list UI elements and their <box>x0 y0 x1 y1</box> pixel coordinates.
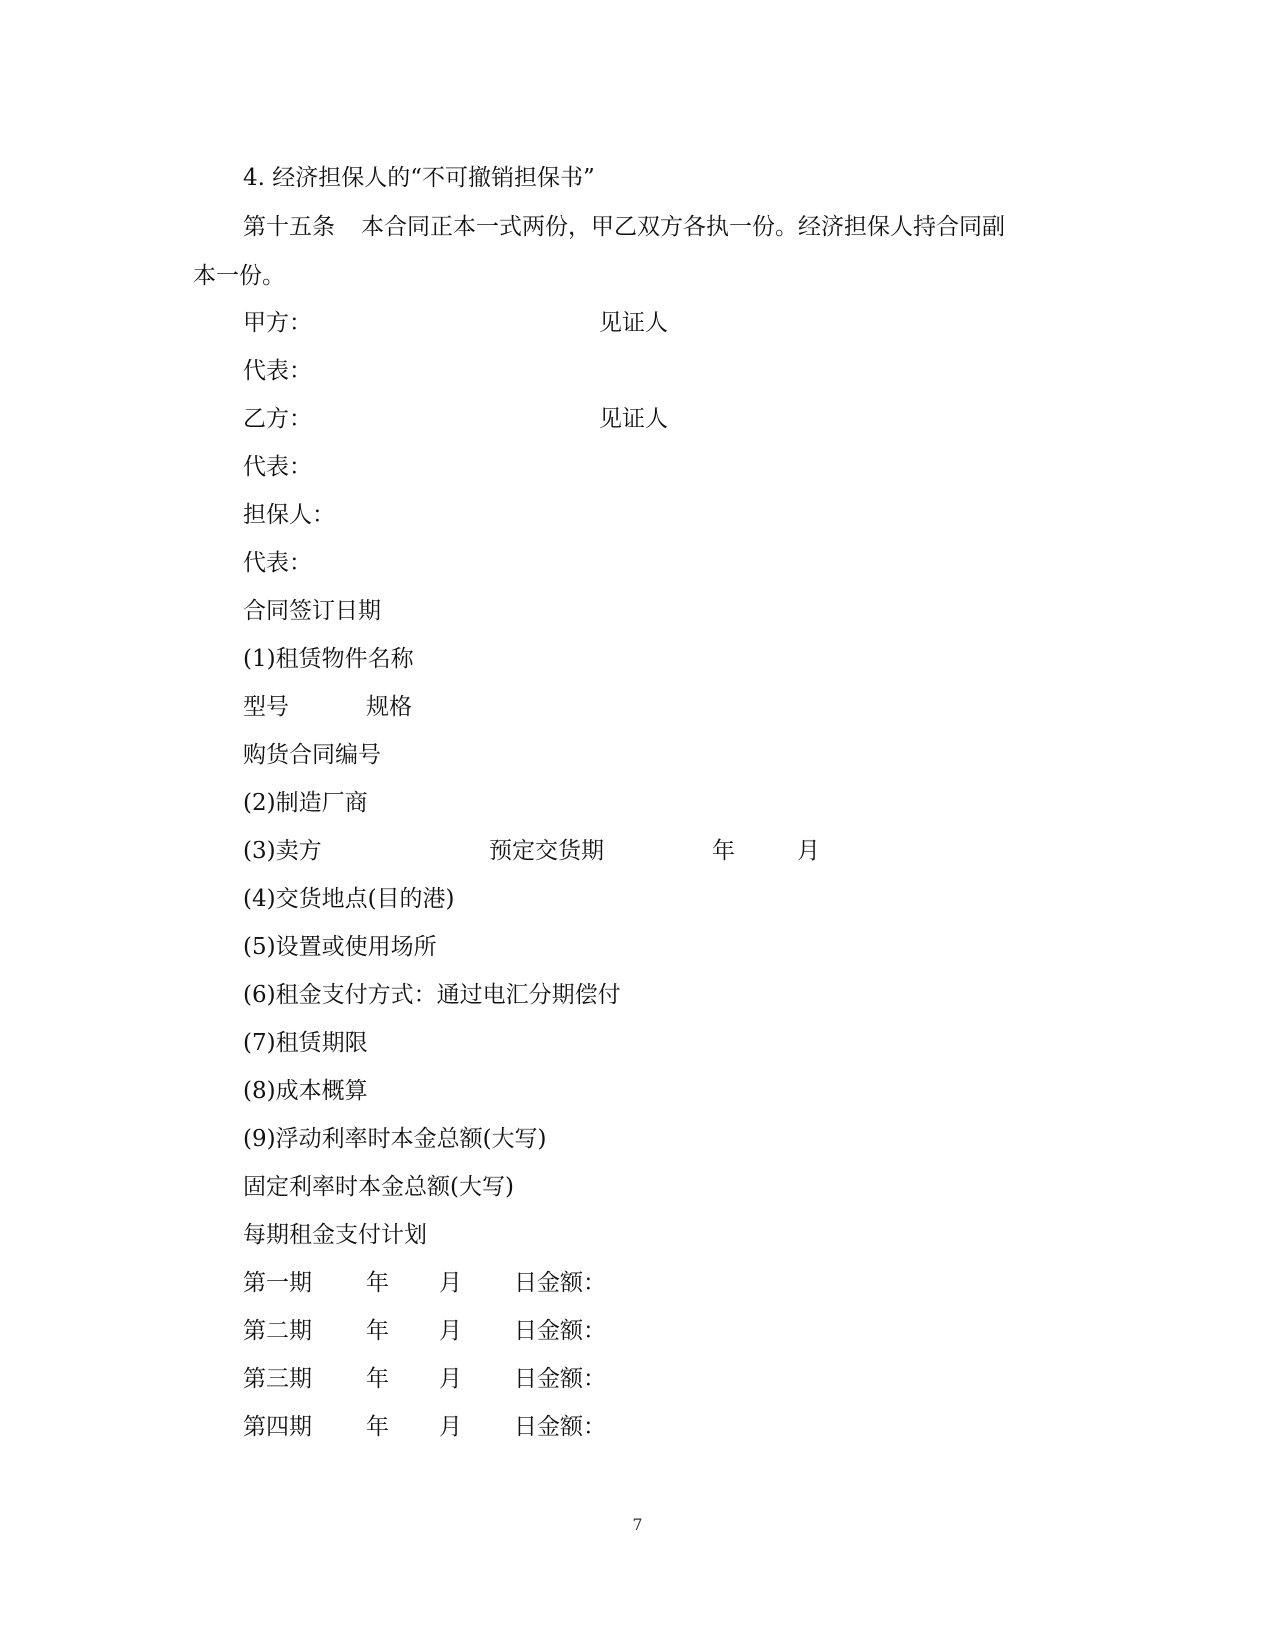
item-1-lease-item-name: (1)租赁物件名称 <box>243 646 414 672</box>
item-5-installation-site: (5)设置或使用场所 <box>243 934 437 960</box>
spec-label: 规格 <box>366 694 412 720</box>
schedule-period: 第四期 <box>243 1414 312 1440</box>
witness-b-label: 见证人 <box>599 406 668 432</box>
schedule-amount: 日金额： <box>514 1366 606 1392</box>
schedule-period: 第三期 <box>243 1366 312 1392</box>
article-15-text: 本合同正本一式两份，甲乙双方各执一份。经济担保人持合同副 <box>361 214 1005 240</box>
item-2-manufacturer: (2)制造厂商 <box>243 790 368 816</box>
item-4-text: 4. 经济担保人的“不可撤销担保书” <box>243 165 595 191</box>
schedule-amount: 日金额： <box>514 1318 606 1344</box>
schedule-period: 第二期 <box>243 1318 312 1344</box>
schedule-year: 年 <box>366 1270 389 1296</box>
rent-payment-plan-label: 每期租金支付计划 <box>243 1222 427 1248</box>
guarantor-representative-label: 代表： <box>243 550 312 576</box>
party-b-label: 乙方： <box>243 406 312 432</box>
party-a-label: 甲方： <box>243 310 312 336</box>
schedule-year: 年 <box>366 1414 389 1440</box>
party-a-representative-label: 代表： <box>243 358 312 384</box>
item-7-lease-term: (7)租赁期限 <box>243 1030 368 1056</box>
schedule-period: 第一期 <box>243 1270 312 1296</box>
page-number: 7 <box>632 1515 643 1534</box>
schedule-year: 年 <box>366 1366 389 1392</box>
item-4-delivery-place: (4)交货地点(目的港) <box>243 886 455 912</box>
article-15-line <box>243 212 1005 242</box>
item-6-payment-method: (6)租金支付方式：通过电汇分期偿付 <box>243 982 621 1008</box>
item-3-seller: (3)卖方 <box>243 838 322 864</box>
item-9-floating-rate-principal: (9)浮动利率时本金总额(大写) <box>243 1126 547 1152</box>
schedule-amount: 日金额： <box>514 1414 606 1440</box>
schedule-month: 月 <box>439 1414 462 1440</box>
item-8-cost-estimate: (8)成本概算 <box>243 1078 368 1104</box>
schedule-amount: 日金额： <box>514 1270 606 1296</box>
schedule-month: 月 <box>439 1366 462 1392</box>
delivery-year-label: 年 <box>712 838 735 864</box>
schedule-month: 月 <box>439 1318 462 1344</box>
schedule-year: 年 <box>366 1318 389 1344</box>
party-b-representative-label: 代表： <box>243 454 312 480</box>
schedule-month: 月 <box>439 1270 462 1296</box>
model-label: 型号 <box>243 694 289 720</box>
article-15-continuation: 本一份。 <box>193 263 285 289</box>
fixed-rate-principal: 固定利率时本金总额(大写) <box>243 1174 514 1200</box>
contract-sign-date-label: 合同签订日期 <box>243 598 381 624</box>
guarantor-label: 担保人： <box>243 502 335 528</box>
purchase-contract-number-label: 购货合同编号 <box>243 742 381 768</box>
scheduled-delivery-label: 预定交货期 <box>489 838 604 864</box>
delivery-month-label: 月 <box>797 838 820 864</box>
article-15-label: 第十五条 <box>243 214 335 240</box>
witness-a-label: 见证人 <box>599 310 668 336</box>
